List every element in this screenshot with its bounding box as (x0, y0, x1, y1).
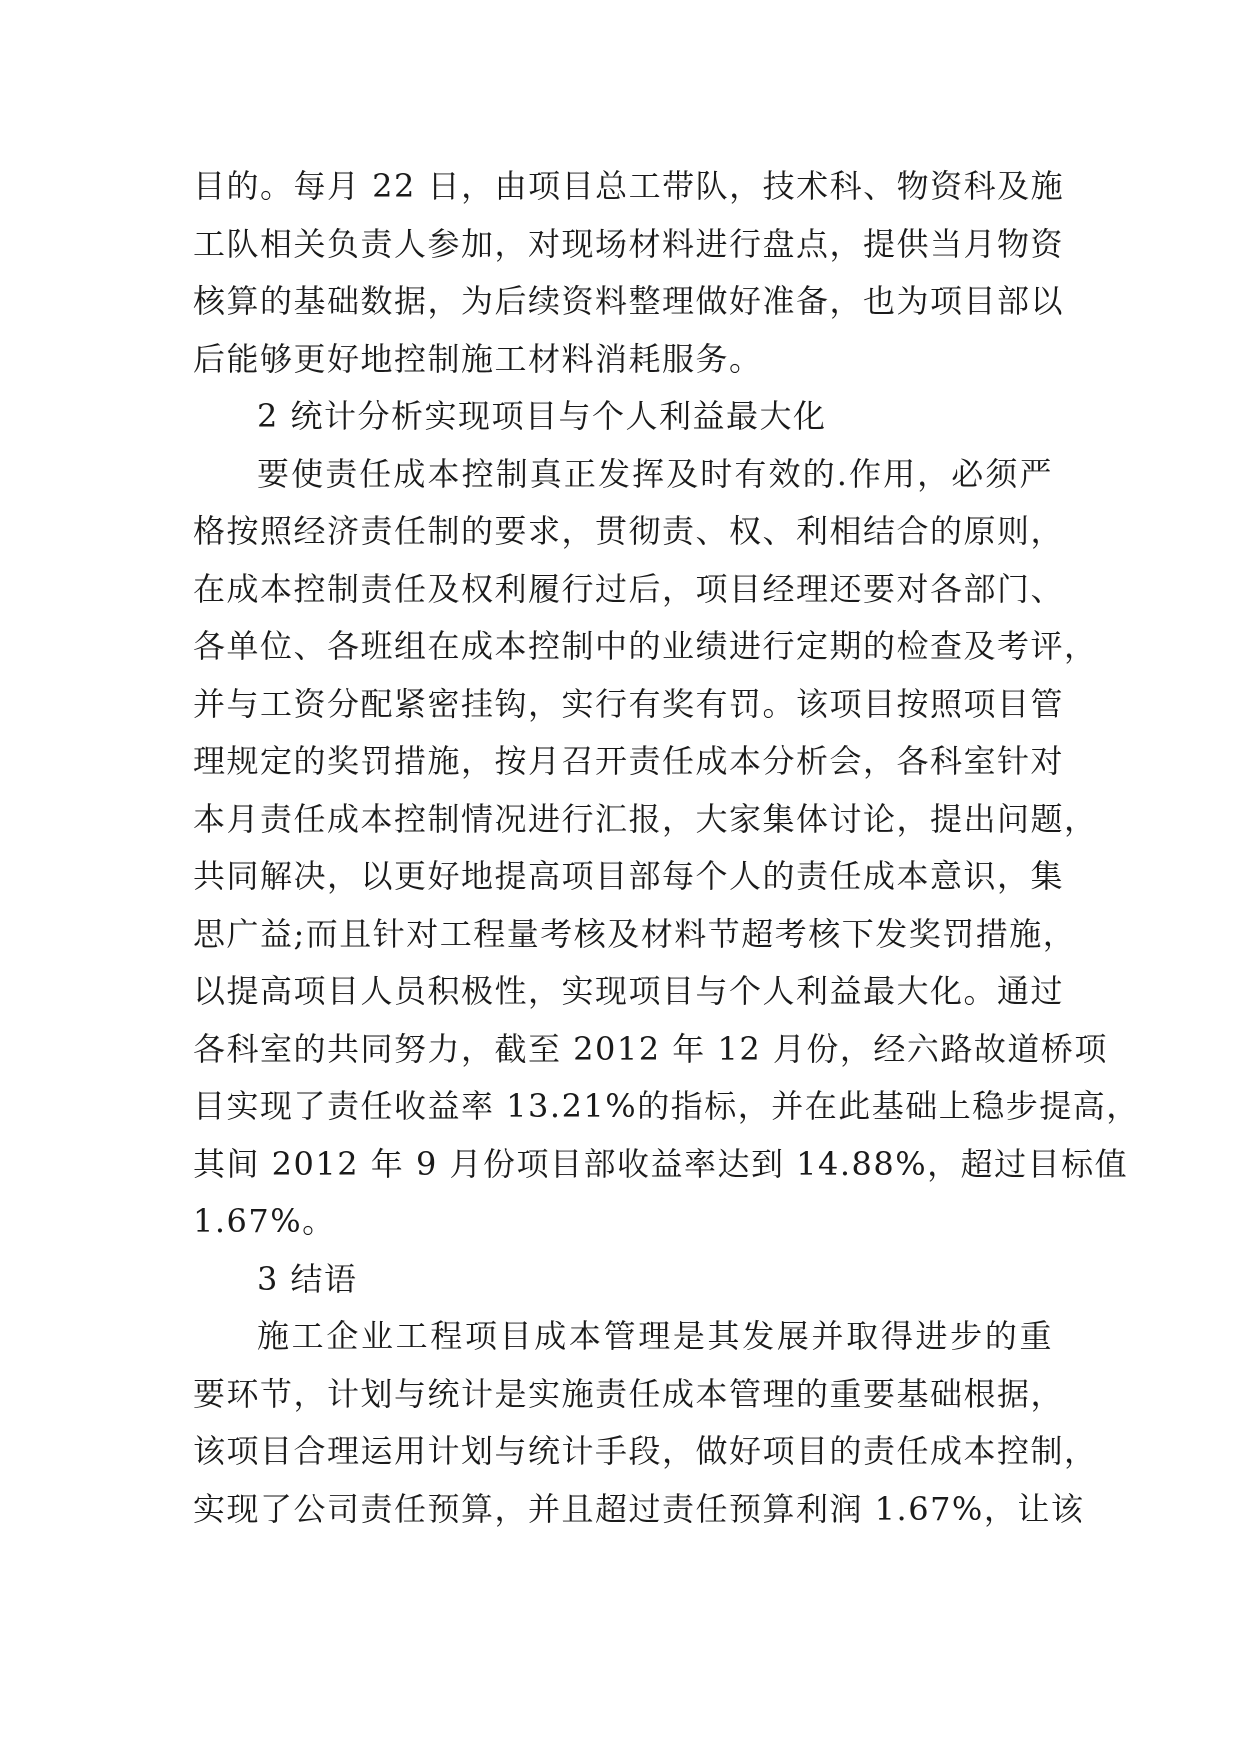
body-line: 实现了公司责任预算，并且超过责任预算利润 1.67%，让该 (193, 1489, 1085, 1528)
body-line: 各科室的共同努力，截至 2012 年 12 月份，经六路故道桥项 (193, 1029, 1108, 1068)
body-line: 理规定的奖罚措施，按月召开责任成本分析会，各科室针对 (193, 742, 1065, 780)
body-line: 在成本控制责任及权利履行过后，项目经理还要对各部门、 (193, 569, 1065, 608)
body-line: 各单位、各班组在成本控制中的业绩进行定期的检查及考评， (193, 627, 1098, 665)
body-line: 其间 2012 年 9 月份项目部收益率达到 14.88%，超过目标值 (193, 1144, 1129, 1183)
body-line: 工队相关负责人参加，对现场材料进行盘点，提供当月物资 (193, 224, 1065, 263)
body-line: 格按照经济责任制的要求，贯彻责、权、利相结合的原则， (193, 512, 1065, 550)
body-line: 该项目合理运用计划与统计手段，做好项目的责任成本控制， (193, 1432, 1098, 1470)
body-line: 并与工资分配紧密挂钩，实行有奖有罚。该项目按照项目管 (193, 684, 1065, 723)
section-heading: 3 结语 (257, 1259, 358, 1298)
body-line: 核算的基础数据，为后续资料整理做好准备，也为项目部以 (193, 282, 1065, 320)
section-heading: 2 统计分析实现项目与个人利益最大化 (257, 397, 827, 435)
body-line: 要使责任成本控制真正发挥及时有效的.作用，必须严 (257, 454, 1053, 493)
body-line: 思广益;而且针对工程量考核及材料节超考核下发奖罚措施， (193, 914, 1077, 953)
body-line: 1.67%。 (193, 1202, 336, 1240)
body-line: 以提高项目人员积极性，实现项目与个人利益最大化。通过 (193, 972, 1065, 1010)
body-line: 目的。每月 22 日，由项目总工带队，技术科、物资科及施 (193, 167, 1065, 205)
body-line: 后能够更好地控制施工材料消耗服务。 (193, 339, 763, 378)
document-body (193, 158, 1140, 1538)
body-line: 要环节，计划与统计是实施责任成本管理的重要基础根据， (193, 1374, 1065, 1413)
body-line: 目实现了责任收益率 13.21%的指标，并在此基础上稳步提高， (193, 1087, 1140, 1125)
body-line: 本月责任成本控制情况进行汇报，大家集体讨论，提出问题， (193, 799, 1098, 838)
body-line: 共同解决，以更好地提高项目部每个人的责任成本意识，集 (193, 857, 1065, 895)
body-line: 施工企业工程项目成本管理是其发展并取得进步的重 (257, 1317, 1053, 1355)
